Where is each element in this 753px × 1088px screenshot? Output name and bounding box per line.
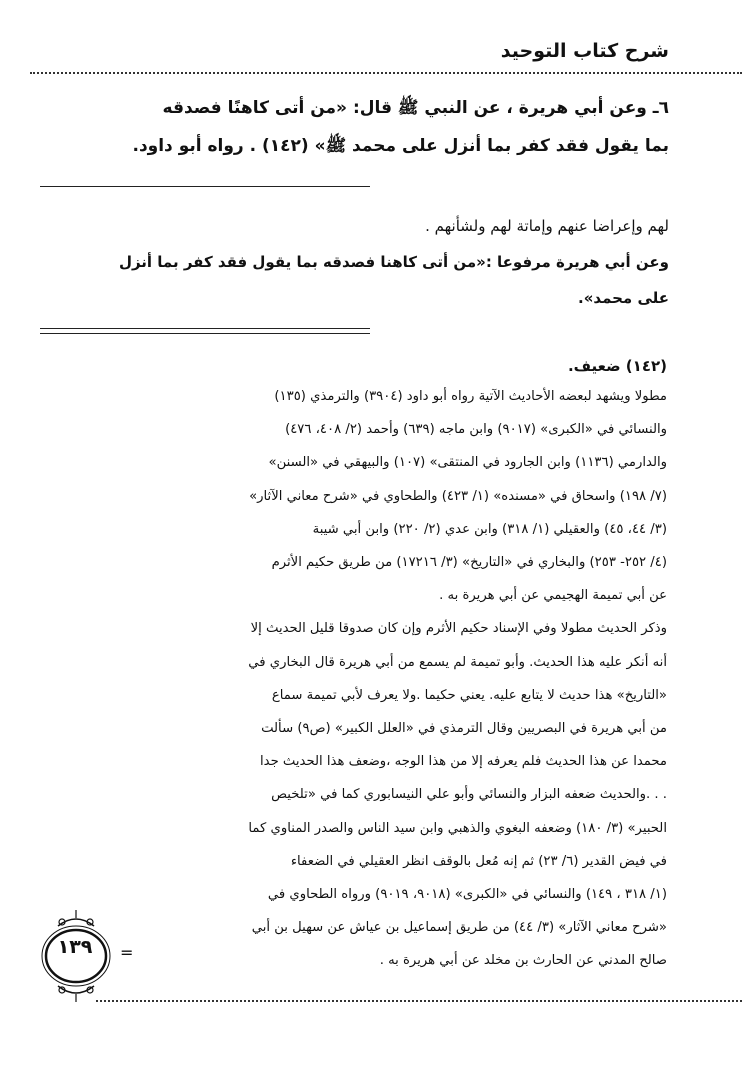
commentary-line-3: على محمد».	[578, 289, 669, 307]
separator-rule	[40, 186, 370, 187]
page-number: ١٣٩	[57, 936, 93, 958]
footnote-line: محمدا عن هذا الحديث فلم يعرفه إلا من هذا الوجه ،وضعف هذا الحديث جدا	[260, 754, 667, 770]
footnote-line: (٣/ ٤٤، ٤٥) والعقيلي (١/ ٣١٨) وابن عدي (٢/ ٢٢٠) وابن أبي شيبة	[312, 521, 667, 537]
footnote-body	[47, 380, 667, 978]
footnote-line: أنه أنكر عليه هذا الحديث. وأبو تميمة لم يسمع من أبي هريرة قال البخاري في	[248, 654, 667, 670]
footnote-line: والنسائي في «الكبرى» (٩٠١٧) وابن ماجه (٦٣٩) وأحمد (٢/ ٤٠٨، ٤٧٦)	[285, 422, 667, 438]
header-dotted-rule	[30, 72, 742, 74]
footnote-line: «شرح معاني الآثار» (٣/ ٤٤) من طريق إسماعيل بن عياش عن سهيل بن أبي	[251, 920, 667, 936]
footnote-line: عن أبي تميمة الهجيمي عن أبي هريرة به .	[439, 588, 667, 604]
footnote-separator-rule	[40, 328, 370, 334]
footnote-line: (٧/ ١٩٨) واسحاق في «مسنده» (١/ ٤٢٣) والطحاوي في «شرح معاني الآثار»	[249, 488, 667, 504]
footnote-line: «التاريخ» هذا حديث لا يتابع عليه. يعني حكيما .ولا يعرف لأبي تميمة سماع	[271, 687, 667, 703]
footnote-line: في فيض القدير (٦/ ٢٣) ثم إنه مُعل بالوقف انظر العقيلي في الضعفاء	[290, 853, 667, 869]
footer-dotted-rule	[96, 1000, 742, 1002]
footnote-line: وذكر الحديث مطولا وفي الإسناد حكيم الأثرم وإن كان صدوقا قليل الحديث إلا	[250, 621, 667, 637]
footnote-line: (٤/ ٢٥٢- ٢٥٣) والبخاري في «التاريخ» (٣/ ١٧٢١٦) من طريق حكيم الأثرم	[271, 555, 667, 571]
hadith-text-line-1: ٦ـ وعن أبي هريرة ، عن النبي ﷺ قال: «من أتى كاهنًا فصدقه	[162, 98, 669, 118]
footnote-line: من أبي هريرة في البصريين وقال الترمذي في «العلل الكبير» (ص٩) سألت	[261, 721, 667, 737]
footnote-line: (١/ ٣١٨ ، ١٤٩) والنسائي في «الكبرى» (٩٠١٨، ٩٠١٩) ورواه الطحاوي في	[267, 887, 667, 903]
footnote-line: صالح المدني عن الحارث بن مخلد عن أبي هريرة به .	[379, 953, 667, 969]
footnote-line: والدارمي (١١٣٦) وابن الجارود في المنتقى» (١٠٧) والبيهقي في «السنن»	[268, 455, 667, 471]
footnote-line: مطولا ويشهد لبعضه الأحاديث الآتية رواه أبو داود (٣٩٠٤) والترمذي (١٣٥)	[274, 389, 667, 404]
running-header-title: شرح كتاب التوحيد	[500, 40, 669, 62]
commentary-line-2: وعن أبي هريرة مرفوعا :«من أتى كاهنا فصدقه بما يقول فقد كفر بما أنزل	[118, 253, 669, 271]
hadith-text-line-2: بما يقول فقد كفر بما أنزل على محمد ﷺ» (١٤٢) . رواه أبو داود.	[132, 136, 669, 156]
footnote-line: . . .والحديث ضعفه البزار والنسائي وأبو علي النيسابوري كما في «تلخيص	[271, 787, 667, 803]
commentary-line-1: لهم وإعراضا عنهم وإماتة لهم ولشأنهم .	[425, 217, 669, 235]
continuation-mark: =	[120, 943, 134, 962]
footnote-heading: (١٤٢) ضعيف.	[567, 357, 667, 375]
footnote-line: الحبير» (٣/ ١٨٠) وضعفه البغوي والذهبي وابن سيد الناس والصدر المناوي كما	[248, 820, 667, 836]
